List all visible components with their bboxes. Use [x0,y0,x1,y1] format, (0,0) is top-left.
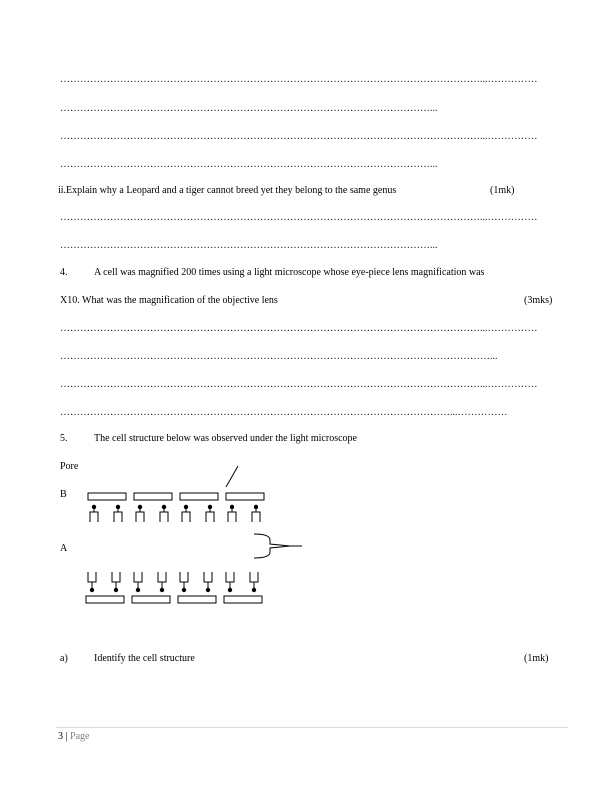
particle-dot [252,588,256,592]
membrane-bar [180,493,218,500]
question-3ii-marks: (1mk) [490,185,515,196]
top-membrane-row [88,493,264,522]
answer-line: …………………………………………………………………………………………………………………... [60,351,498,362]
particle-dot [160,588,164,592]
open-head [112,572,120,582]
open-head [226,572,234,582]
particle-dot [182,588,186,592]
membrane-bar [86,596,124,603]
membrane-bar [226,493,264,500]
open-head [250,572,258,582]
answer-line: ………………………………………………………………………………………………………………...…………… [60,131,538,142]
label-a: A [60,543,68,554]
answer-line: …………………………………………………………………………………………………... [60,159,438,170]
page-label: Page [70,731,90,742]
footer-rule [56,727,568,728]
answer-line: …………………………………………………………………………………………………... [60,103,438,114]
answer-line: …………………………………………………………………………………………………... [60,240,438,251]
open-head [206,512,214,522]
open-head [228,512,236,522]
open-head [252,512,260,522]
question-5a-letter: a) [60,653,68,664]
question-4-line2: X10. What was the magnification of the objective lens [60,295,278,306]
question-4-line1: A cell was magnified 200 times using a light microscope whose eye-piece lens magnification was [94,267,485,278]
membrane-bar [134,493,172,500]
open-head [114,512,122,522]
label-b: B [60,489,67,500]
page-number: 3 [58,731,63,742]
membrane-bar [178,596,216,603]
question-5-text: The cell structure below was observed under the light microscope [94,433,357,444]
question-5-number: 5. [60,433,68,444]
question-5a-text: Identify the cell structure [94,653,195,664]
answer-line: ………………………………………………………………………………………………………...…………… [60,407,508,418]
answer-line: ………………………………………………………………………………………………………………...…………… [60,379,538,390]
brace-a [254,534,290,558]
pore-pointer-line [226,466,238,487]
open-head [90,512,98,522]
question-3ii-text: ii.Explain why a Leopard and a tiger cannot breed yet they belong to the same genus [58,185,397,196]
page-footer [58,731,89,742]
particle-dot [114,588,118,592]
open-head [158,572,166,582]
membrane-bar [132,596,170,603]
membrane-bar [88,493,126,500]
particle-dot [228,588,232,592]
particle-dot [206,588,210,592]
answer-line: ………………………………………………………………………………………………………………...…………… [60,74,538,85]
question-5a-marks: (1mk) [524,653,549,664]
open-head [180,572,188,582]
bottom-membrane-row [86,572,262,603]
answer-line: ………………………………………………………………………………………………………………...…………… [60,323,538,334]
membrane-bar [224,596,262,603]
particle-dot [136,588,140,592]
open-head [88,572,96,582]
open-head [136,512,144,522]
particle-dot [90,588,94,592]
open-head [182,512,190,522]
open-head [134,572,142,582]
answer-line: ………………………………………………………………………………………………………………...…………… [60,212,538,223]
open-head [160,512,168,522]
label-pore: Pore [60,461,79,472]
open-head [204,572,212,582]
footer-separator: | [65,731,68,742]
question-4-marks: (3mks) [524,295,553,306]
question-4-number: 4. [60,267,68,278]
